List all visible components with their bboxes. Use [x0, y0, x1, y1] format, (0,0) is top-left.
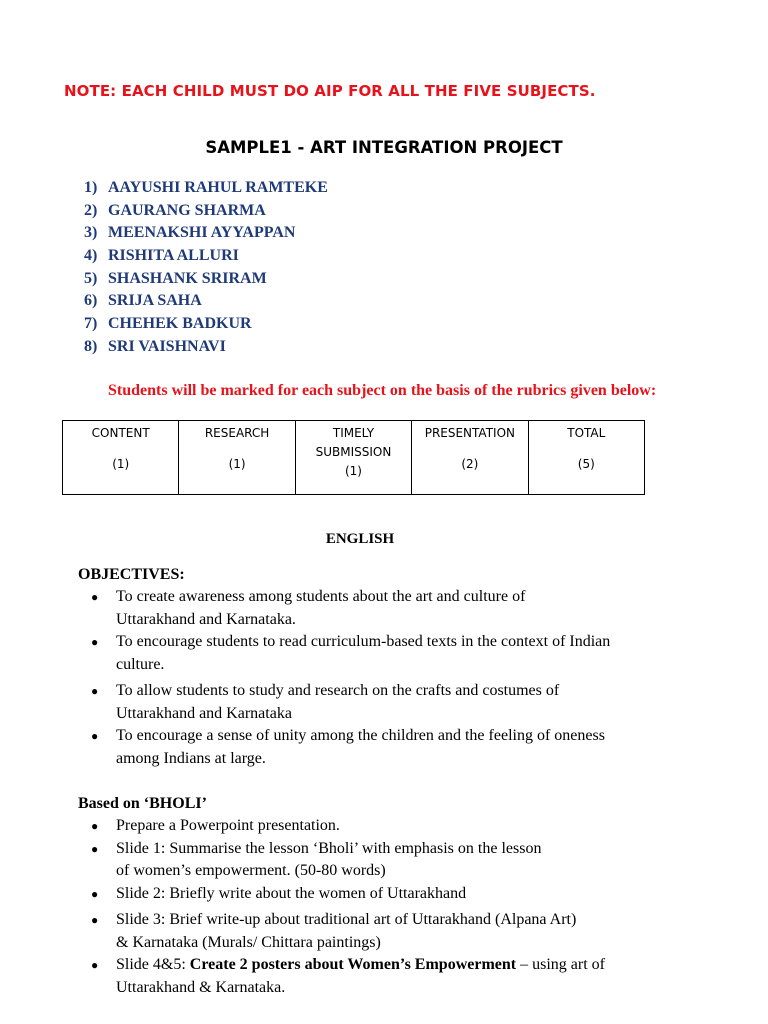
rubric-label: CONTENT: [91, 426, 150, 440]
student-name: SRI VAISHNAVI: [108, 337, 226, 355]
student-name: AAYUSHI RAHUL RAMTEKE: [108, 179, 328, 196]
rubric-cell-total: [528, 421, 644, 495]
page-title: SAMPLE1 - ART INTEGRATION PROJECT: [205, 138, 563, 157]
bullet-icon: ●: [91, 684, 99, 698]
tasks-list: [88, 815, 698, 999]
rubric-cell-research: [179, 421, 295, 495]
rubric-cell-content: [63, 421, 179, 495]
list-item: ● To create awareness among students about the art and culture of Uttarakhand and Karnataka.: [91, 588, 526, 628]
student-list: [84, 177, 328, 359]
note-text: NOTE: EACH CHILD MUST DO AIP FOR ALL THE FIVE SUBJECTS.: [64, 82, 596, 100]
item-number: 4): [84, 247, 98, 265]
item-number: 5): [84, 269, 98, 287]
rubric-marks: (1): [344, 464, 362, 478]
rubric-note: Students will be marked for each subject on the basis of the rubrics given below:: [108, 382, 657, 399]
student-name: MEENAKSHI AYYAPPAN: [108, 224, 296, 242]
table-row: [63, 421, 645, 495]
list-item: [84, 313, 328, 336]
list-item: ● Slide 2: Briefly write about the women of Uttarakhand: [88, 883, 698, 906]
rubric-label: RESEARCH: [204, 426, 270, 440]
subject-heading: ENGLISH: [325, 531, 395, 547]
list-item: [84, 245, 328, 268]
rubric-cell-presentation: [412, 421, 528, 495]
list-item: ● Prepare a Powerpoint presentation.: [88, 815, 698, 838]
item-number: 8): [84, 337, 98, 355]
rubric-label: TOTAL: [567, 426, 606, 440]
item-number: 2): [84, 201, 98, 219]
based-on-heading: Based on ‘BHOLI’: [78, 795, 207, 812]
rubric-table: [62, 420, 645, 495]
item-number: 1): [84, 179, 98, 196]
list-item: [84, 336, 328, 359]
list-item: ● To allow students to study and research on the crafts and costumes of Uttarakhand and Karnataka: [91, 682, 560, 722]
rubric-marks: (2): [461, 457, 479, 471]
student-name: SRIJA SAHA: [108, 292, 202, 310]
item-number: 7): [84, 315, 98, 333]
bullet-icon: ●: [91, 841, 99, 856]
student-name: SHASHANK SRIRAM: [108, 269, 267, 287]
item-number: 6): [84, 292, 98, 310]
list-item: [84, 268, 328, 291]
item-number: 3): [84, 224, 98, 242]
student-name: RISHITA ALLURI: [108, 247, 239, 265]
bullet-icon: ●: [91, 886, 99, 901]
bullet-icon: ●: [91, 913, 99, 927]
emphasis-text: Create 2 posters about Women’s Empowerment: [189, 956, 517, 973]
objectives-list: [88, 586, 698, 770]
bullet-icon: ●: [91, 729, 99, 743]
student-name: GAURANG SHARMA: [108, 201, 266, 219]
bullet-icon: ●: [91, 590, 99, 604]
list-item: ● To encourage students to read curriculum-based texts in the context of Indian culture.: [91, 633, 611, 673]
list-item: [84, 290, 328, 313]
list-item: [84, 222, 328, 245]
bullet-icon: ●: [91, 635, 99, 649]
rubric-label: TIMELY: [332, 426, 375, 440]
list-item: [84, 200, 328, 223]
list-item: ● Slide 3: Brief write-up about traditional art of Uttarakhand (Alpana Art) & Karnataka (Murals/ Chittara paintings): [91, 911, 577, 951]
rubric-marks: (5): [577, 457, 595, 471]
bullet-icon: ●: [91, 819, 99, 833]
list-item: ● Slide 1: Summarise the lesson ‘Bholi’ with emphasis on the lesson of women’s empowerment. (50-80 words): [91, 839, 542, 879]
bullet-icon: ●: [91, 958, 99, 972]
rubric-marks: (1): [228, 457, 246, 471]
list-item: ● Slide 4&5: Create 2 posters about Women’s Empowerment – using art of Uttarakhand & Karnataka.: [91, 956, 605, 996]
objectives-heading: OBJECTIVES:: [78, 566, 185, 583]
rubric-cell-timely-submission: [295, 421, 411, 495]
student-name: CHEHEK BADKUR: [108, 315, 252, 333]
rubric-label: SUBMISSION: [315, 445, 392, 459]
rubric-label: PRESENTATION: [424, 426, 516, 440]
rubric-marks: (1): [112, 457, 130, 471]
list-item: ● To encourage a sense of unity among the children and the feeling of oneness among Indians at large.: [91, 727, 605, 767]
list-item: [84, 177, 328, 200]
